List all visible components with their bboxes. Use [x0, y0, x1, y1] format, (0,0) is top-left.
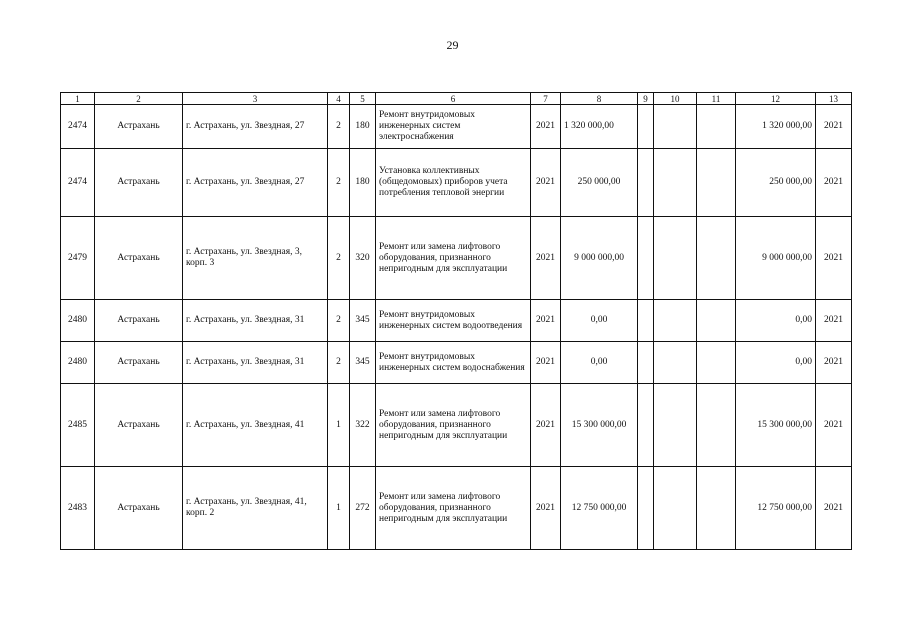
header-cell-9: 9 [638, 93, 654, 105]
table-row [61, 105, 852, 149]
row-address: г. Астрахань, ул. Звездная, 27 [183, 149, 328, 217]
row-id: 2474 [61, 149, 95, 217]
row-address: г. Астрахань, ул. Звездная, 41 [183, 384, 328, 467]
table-row [61, 342, 852, 384]
row-work: Установка коллективных (общедомовых) приборов учета потребления тепловой энергии [376, 149, 531, 217]
row-year: 2021 [531, 105, 561, 149]
row-cost: 250 000,00 [561, 149, 638, 217]
row-address: г. Астрахань, ул. Звездная, 41, корп. 2 [183, 467, 328, 550]
table-row [61, 217, 852, 300]
row-col11 [697, 217, 736, 300]
row-col5: 272 [350, 467, 376, 550]
table-row [61, 384, 852, 467]
row-total: 250 000,00 [736, 149, 816, 217]
header-cell-4: 4 [328, 93, 350, 105]
row-col4: 2 [328, 149, 350, 217]
row-cost: 12 750 000,00 [561, 467, 638, 550]
row-col5: 345 [350, 300, 376, 342]
row-address: г. Астрахань, ул. Звездная, 27 [183, 105, 328, 149]
row-id: 2480 [61, 300, 95, 342]
header-cell-5: 5 [350, 93, 376, 105]
row-address: г. Астрахань, ул. Звездная, 31 [183, 342, 328, 384]
row-work: Ремонт внутридомовых инженерных систем водоснабжения [376, 342, 531, 384]
row-address: г. Астрахань, ул. Звездная, 31 [183, 300, 328, 342]
header-cell-10: 10 [654, 93, 697, 105]
row-col5: 180 [350, 105, 376, 149]
row-address: г. Астрахань, ул. Звездная, 3, корп. 3 [183, 217, 328, 300]
row-city: Астрахань [95, 342, 183, 384]
row-total: 0,00 [736, 300, 816, 342]
row-year-end: 2021 [816, 342, 852, 384]
row-city: Астрахань [95, 467, 183, 550]
row-work: Ремонт внутридомовых инженерных систем электроснабжения [376, 105, 531, 149]
row-col4: 2 [328, 105, 350, 149]
row-col9 [638, 342, 654, 384]
row-cost: 9 000 000,00 [561, 217, 638, 300]
header-row [61, 93, 852, 105]
row-col5: 322 [350, 384, 376, 467]
row-year: 2021 [531, 467, 561, 550]
row-col9 [638, 384, 654, 467]
row-id: 2479 [61, 217, 95, 300]
row-col5: 320 [350, 217, 376, 300]
row-col5: 345 [350, 342, 376, 384]
row-work: Ремонт или замена лифтового оборудования, признанного непригодным для эксплуатации [376, 217, 531, 300]
row-col4: 2 [328, 300, 350, 342]
row-col9 [638, 217, 654, 300]
row-col10 [654, 467, 697, 550]
row-col11 [697, 300, 736, 342]
row-total: 15 300 000,00 [736, 384, 816, 467]
row-cost: 0,00 [561, 342, 638, 384]
header-cell-13: 13 [816, 93, 852, 105]
header-cell-11: 11 [697, 93, 736, 105]
row-col4: 2 [328, 217, 350, 300]
row-city: Астрахань [95, 217, 183, 300]
header-cell-12: 12 [736, 93, 816, 105]
row-year: 2021 [531, 217, 561, 300]
row-col11 [697, 342, 736, 384]
row-year-end: 2021 [816, 217, 852, 300]
header-cell-2: 2 [95, 93, 183, 105]
row-year-end: 2021 [816, 467, 852, 550]
row-col4: 1 [328, 467, 350, 550]
row-year: 2021 [531, 384, 561, 467]
row-total: 9 000 000,00 [736, 217, 816, 300]
row-col10 [654, 384, 697, 467]
row-col10 [654, 105, 697, 149]
row-city: Астрахань [95, 300, 183, 342]
row-id: 2480 [61, 342, 95, 384]
row-work: Ремонт или замена лифтового оборудования, признанного непригодным для эксплуатации [376, 467, 531, 550]
row-col11 [697, 467, 736, 550]
row-col10 [654, 217, 697, 300]
row-year: 2021 [531, 149, 561, 217]
row-year-end: 2021 [816, 300, 852, 342]
row-id: 2485 [61, 384, 95, 467]
row-year-end: 2021 [816, 105, 852, 149]
row-col11 [697, 149, 736, 217]
row-total: 0,00 [736, 342, 816, 384]
header-cell-8: 8 [561, 93, 638, 105]
header-cell-3: 3 [183, 93, 328, 105]
row-col10 [654, 149, 697, 217]
row-col10 [654, 300, 697, 342]
table-row [61, 149, 852, 217]
row-cost: 1 320 000,00 [561, 105, 638, 149]
row-cost: 15 300 000,00 [561, 384, 638, 467]
page-number: 29 [446, 38, 459, 52]
row-col5: 180 [350, 149, 376, 217]
row-year: 2021 [531, 300, 561, 342]
row-city: Астрахань [95, 384, 183, 467]
row-total: 1 320 000,00 [736, 105, 816, 149]
header-cell-6: 6 [376, 93, 531, 105]
row-city: Астрахань [95, 149, 183, 217]
row-id: 2474 [61, 105, 95, 149]
row-year-end: 2021 [816, 149, 852, 217]
row-cost: 0,00 [561, 300, 638, 342]
row-col4: 2 [328, 342, 350, 384]
row-col10 [654, 342, 697, 384]
capital-repair-table [60, 92, 852, 550]
row-id: 2483 [61, 467, 95, 550]
row-work: Ремонт или замена лифтового оборудования, признанного непригодным для эксплуатации [376, 384, 531, 467]
table-row [61, 300, 852, 342]
row-col4: 1 [328, 384, 350, 467]
row-city: Астрахань [95, 105, 183, 149]
row-col9 [638, 149, 654, 217]
row-col9 [638, 105, 654, 149]
header-cell-7: 7 [531, 93, 561, 105]
row-year-end: 2021 [816, 384, 852, 467]
row-col11 [697, 105, 736, 149]
table-row [61, 467, 852, 550]
row-col9 [638, 467, 654, 550]
row-work: Ремонт внутридомовых инженерных систем водоотведения [376, 300, 531, 342]
row-col11 [697, 384, 736, 467]
header-cell-1: 1 [61, 93, 95, 105]
row-total: 12 750 000,00 [736, 467, 816, 550]
row-col9 [638, 300, 654, 342]
row-year: 2021 [531, 342, 561, 384]
